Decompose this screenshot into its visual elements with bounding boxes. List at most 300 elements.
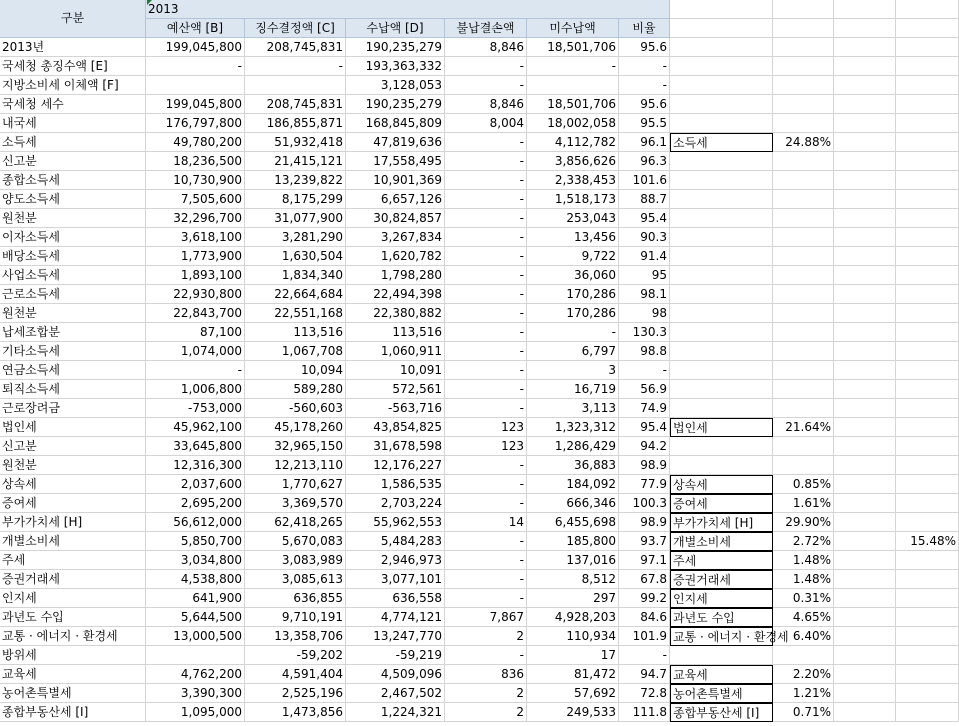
empty-cell[interactable] bbox=[670, 285, 773, 304]
empty-cell[interactable] bbox=[670, 646, 773, 665]
data-cell[interactable]: 3,128,053 bbox=[346, 76, 445, 95]
side-share-pct[interactable]: 21.64% bbox=[773, 418, 834, 437]
data-cell[interactable]: 22,843,700 bbox=[146, 304, 245, 323]
row-label[interactable]: 근로장려금 bbox=[0, 399, 146, 418]
row-label[interactable]: 증여세 bbox=[0, 494, 146, 513]
data-cell[interactable]: -59,202 bbox=[245, 646, 346, 665]
data-cell[interactable]: 4,591,404 bbox=[245, 665, 346, 684]
data-cell[interactable]: 99.2 bbox=[619, 589, 670, 608]
data-cell[interactable]: 95.6 bbox=[619, 95, 670, 114]
data-cell[interactable]: 95.6 bbox=[619, 38, 670, 57]
empty-cell[interactable] bbox=[670, 114, 773, 133]
data-cell[interactable]: 5,850,700 bbox=[146, 532, 245, 551]
empty-cell[interactable] bbox=[773, 646, 834, 665]
empty-cell[interactable] bbox=[773, 0, 834, 19]
data-cell[interactable]: 2,467,502 bbox=[346, 684, 445, 703]
data-cell[interactable]: 56.9 bbox=[619, 380, 670, 399]
data-cell[interactable]: - bbox=[445, 76, 527, 95]
side-share-pct[interactable]: 6.40% bbox=[773, 627, 834, 646]
data-cell[interactable]: 6,797 bbox=[527, 342, 619, 361]
empty-cell[interactable] bbox=[670, 0, 773, 19]
row-label[interactable]: 종합소득세 bbox=[0, 171, 146, 190]
data-cell[interactable]: - bbox=[445, 532, 527, 551]
data-cell[interactable]: - bbox=[445, 570, 527, 589]
empty-cell[interactable] bbox=[773, 76, 834, 95]
row-label[interactable]: 농어촌특별세 bbox=[0, 684, 146, 703]
empty-cell[interactable] bbox=[670, 342, 773, 361]
side-tax-label[interactable]: 증권거래세 bbox=[670, 570, 773, 589]
data-cell[interactable]: 185,800 bbox=[527, 532, 619, 551]
data-cell[interactable]: 57,692 bbox=[527, 684, 619, 703]
data-cell[interactable]: 170,286 bbox=[527, 285, 619, 304]
data-cell[interactable]: 186,855,871 bbox=[245, 114, 346, 133]
empty-cell[interactable] bbox=[773, 190, 834, 209]
data-cell[interactable]: 18,002,058 bbox=[527, 114, 619, 133]
data-cell[interactable]: 47,819,636 bbox=[346, 133, 445, 152]
data-cell[interactable]: 3,077,101 bbox=[346, 570, 445, 589]
data-cell[interactable]: 6,455,698 bbox=[527, 513, 619, 532]
empty-cell[interactable] bbox=[834, 342, 896, 361]
data-cell[interactable]: - bbox=[445, 361, 527, 380]
empty-cell[interactable] bbox=[834, 57, 896, 76]
data-cell[interactable]: 9,722 bbox=[527, 247, 619, 266]
data-cell[interactable]: 8,846 bbox=[445, 38, 527, 57]
column-header[interactable]: 수납액 [D] bbox=[346, 19, 445, 38]
data-cell[interactable]: - bbox=[527, 323, 619, 342]
data-cell[interactable]: 10,091 bbox=[346, 361, 445, 380]
data-cell[interactable]: 208,745,831 bbox=[245, 95, 346, 114]
data-cell[interactable]: 5,644,500 bbox=[146, 608, 245, 627]
header-year[interactable]: 2013 bbox=[146, 0, 670, 19]
empty-cell[interactable] bbox=[670, 19, 773, 38]
data-cell[interactable]: 94.2 bbox=[619, 437, 670, 456]
data-cell[interactable]: - bbox=[445, 133, 527, 152]
empty-cell[interactable] bbox=[670, 266, 773, 285]
data-cell[interactable]: 3 bbox=[527, 361, 619, 380]
empty-cell[interactable] bbox=[834, 684, 896, 703]
side-extra-pct[interactable] bbox=[896, 703, 959, 722]
side-extra-pct[interactable] bbox=[896, 513, 959, 532]
data-cell[interactable]: 13,000,500 bbox=[146, 627, 245, 646]
data-cell[interactable]: 123 bbox=[445, 437, 527, 456]
empty-cell[interactable] bbox=[773, 266, 834, 285]
empty-cell[interactable] bbox=[834, 0, 896, 19]
empty-cell[interactable] bbox=[834, 228, 896, 247]
data-cell[interactable]: 94.7 bbox=[619, 665, 670, 684]
row-label[interactable]: 부가가치세 [H] bbox=[0, 513, 146, 532]
side-extra-pct[interactable] bbox=[896, 627, 959, 646]
empty-cell[interactable] bbox=[834, 646, 896, 665]
data-cell[interactable]: 87,100 bbox=[146, 323, 245, 342]
data-cell[interactable]: - bbox=[445, 551, 527, 570]
empty-cell[interactable] bbox=[670, 76, 773, 95]
data-cell[interactable]: 2,338,453 bbox=[527, 171, 619, 190]
data-cell[interactable]: 2,037,600 bbox=[146, 475, 245, 494]
empty-cell[interactable] bbox=[773, 380, 834, 399]
empty-cell[interactable] bbox=[670, 456, 773, 475]
side-extra-pct[interactable] bbox=[896, 665, 959, 684]
data-cell[interactable]: - bbox=[445, 57, 527, 76]
data-cell[interactable]: 95.4 bbox=[619, 209, 670, 228]
data-cell[interactable]: 113,516 bbox=[346, 323, 445, 342]
data-cell[interactable]: 8,175,299 bbox=[245, 190, 346, 209]
empty-cell[interactable] bbox=[773, 228, 834, 247]
data-cell[interactable]: 1,006,800 bbox=[146, 380, 245, 399]
empty-cell[interactable] bbox=[896, 95, 959, 114]
row-label[interactable]: 양도소득세 bbox=[0, 190, 146, 209]
data-cell[interactable]: 100.3 bbox=[619, 494, 670, 513]
empty-cell[interactable] bbox=[670, 323, 773, 342]
row-label[interactable]: 배당소득세 bbox=[0, 247, 146, 266]
empty-cell[interactable] bbox=[773, 437, 834, 456]
data-cell[interactable]: - bbox=[619, 76, 670, 95]
data-cell[interactable]: 1,620,782 bbox=[346, 247, 445, 266]
row-label[interactable]: 원천분 bbox=[0, 456, 146, 475]
data-cell[interactable]: 199,045,800 bbox=[146, 38, 245, 57]
empty-cell[interactable] bbox=[670, 361, 773, 380]
data-cell[interactable]: - bbox=[445, 247, 527, 266]
data-cell[interactable]: 45,962,100 bbox=[146, 418, 245, 437]
data-cell[interactable]: 836 bbox=[445, 665, 527, 684]
data-cell[interactable]: 8,846 bbox=[445, 95, 527, 114]
data-cell[interactable]: 1,518,173 bbox=[527, 190, 619, 209]
data-cell[interactable]: 18,236,500 bbox=[146, 152, 245, 171]
data-cell[interactable]: 2,703,224 bbox=[346, 494, 445, 513]
row-label[interactable]: 교통 · 에너지 · 환경세 bbox=[0, 627, 146, 646]
empty-cell[interactable] bbox=[834, 551, 896, 570]
data-cell[interactable]: 1,893,100 bbox=[146, 266, 245, 285]
column-header[interactable]: 예산액 [B] bbox=[146, 19, 245, 38]
data-cell[interactable]: 5,484,283 bbox=[346, 532, 445, 551]
data-cell[interactable]: 32,965,150 bbox=[245, 437, 346, 456]
empty-cell[interactable] bbox=[670, 209, 773, 228]
empty-cell[interactable] bbox=[896, 342, 959, 361]
row-label[interactable]: 개별소비세 bbox=[0, 532, 146, 551]
data-cell[interactable]: 96.3 bbox=[619, 152, 670, 171]
data-cell[interactable]: - bbox=[245, 57, 346, 76]
data-cell[interactable]: 30,824,857 bbox=[346, 209, 445, 228]
data-cell[interactable]: 3,390,300 bbox=[146, 684, 245, 703]
data-cell[interactable]: 21,415,121 bbox=[245, 152, 346, 171]
data-cell[interactable]: 137,016 bbox=[527, 551, 619, 570]
side-extra-pct[interactable] bbox=[896, 608, 959, 627]
empty-cell[interactable] bbox=[773, 95, 834, 114]
side-tax-label[interactable]: 종합부동산세 [I] bbox=[670, 703, 773, 722]
data-cell[interactable]: 636,558 bbox=[346, 589, 445, 608]
side-extra-pct[interactable]: 15.48% bbox=[896, 532, 959, 551]
data-cell[interactable]: - bbox=[445, 228, 527, 247]
empty-cell[interactable] bbox=[896, 76, 959, 95]
row-label[interactable]: 지방소비세 이체액 [F] bbox=[0, 76, 146, 95]
side-tax-label[interactable]: 인지세 bbox=[670, 589, 773, 608]
data-cell[interactable]: 1,770,627 bbox=[245, 475, 346, 494]
data-cell[interactable]: 2,946,973 bbox=[346, 551, 445, 570]
data-cell[interactable]: 4,538,800 bbox=[146, 570, 245, 589]
data-cell[interactable]: - bbox=[445, 304, 527, 323]
data-cell[interactable]: 199,045,800 bbox=[146, 95, 245, 114]
empty-cell[interactable] bbox=[896, 209, 959, 228]
empty-cell[interactable] bbox=[896, 361, 959, 380]
data-cell[interactable]: 1,074,000 bbox=[146, 342, 245, 361]
empty-cell[interactable] bbox=[773, 152, 834, 171]
side-tax-label[interactable]: 상속세 bbox=[670, 475, 773, 494]
empty-cell[interactable] bbox=[834, 513, 896, 532]
data-cell[interactable]: 95 bbox=[619, 266, 670, 285]
data-cell[interactable]: 176,797,800 bbox=[146, 114, 245, 133]
column-header[interactable]: 불납결손액 bbox=[445, 19, 527, 38]
empty-cell[interactable] bbox=[834, 114, 896, 133]
data-cell[interactable]: 33,645,800 bbox=[146, 437, 245, 456]
empty-cell[interactable] bbox=[834, 589, 896, 608]
side-tax-label[interactable]: 소득세 bbox=[670, 133, 773, 152]
data-cell[interactable]: 22,494,398 bbox=[346, 285, 445, 304]
data-cell[interactable]: - bbox=[445, 152, 527, 171]
empty-cell[interactable] bbox=[834, 532, 896, 551]
data-cell[interactable]: 184,092 bbox=[527, 475, 619, 494]
empty-cell[interactable] bbox=[834, 152, 896, 171]
row-label[interactable]: 교육세 bbox=[0, 665, 146, 684]
empty-cell[interactable] bbox=[834, 285, 896, 304]
data-cell[interactable]: 45,178,260 bbox=[245, 418, 346, 437]
side-tax-label[interactable]: 주세 bbox=[670, 551, 773, 570]
side-tax-label[interactable]: 법인세 bbox=[670, 418, 773, 437]
empty-cell[interactable] bbox=[834, 475, 896, 494]
empty-cell[interactable] bbox=[896, 19, 959, 38]
data-cell[interactable]: - bbox=[619, 57, 670, 76]
side-share-pct[interactable]: 0.31% bbox=[773, 589, 834, 608]
empty-cell[interactable] bbox=[834, 437, 896, 456]
data-cell[interactable]: 81,472 bbox=[527, 665, 619, 684]
side-share-pct[interactable]: 2.20% bbox=[773, 665, 834, 684]
data-cell[interactable]: 98.9 bbox=[619, 456, 670, 475]
data-cell[interactable]: 12,176,227 bbox=[346, 456, 445, 475]
empty-cell[interactable] bbox=[834, 323, 896, 342]
empty-cell[interactable] bbox=[896, 0, 959, 19]
data-cell[interactable]: 572,561 bbox=[346, 380, 445, 399]
data-cell[interactable]: 98.8 bbox=[619, 342, 670, 361]
data-cell[interactable]: 10,094 bbox=[245, 361, 346, 380]
side-extra-pct[interactable] bbox=[896, 551, 959, 570]
empty-cell[interactable] bbox=[834, 95, 896, 114]
empty-cell[interactable] bbox=[896, 304, 959, 323]
data-cell[interactable]: 111.8 bbox=[619, 703, 670, 722]
row-label[interactable]: 연금소득세 bbox=[0, 361, 146, 380]
empty-cell[interactable] bbox=[834, 380, 896, 399]
data-cell[interactable]: 168,845,809 bbox=[346, 114, 445, 133]
column-header[interactable]: 비율 bbox=[619, 19, 670, 38]
empty-cell[interactable] bbox=[670, 38, 773, 57]
data-cell[interactable]: 49,780,200 bbox=[146, 133, 245, 152]
data-cell[interactable] bbox=[245, 76, 346, 95]
empty-cell[interactable] bbox=[834, 418, 896, 437]
empty-cell[interactable] bbox=[834, 361, 896, 380]
data-cell[interactable]: - bbox=[619, 646, 670, 665]
row-label[interactable]: 원천분 bbox=[0, 304, 146, 323]
empty-cell[interactable] bbox=[670, 399, 773, 418]
data-cell[interactable]: 1,095,000 bbox=[146, 703, 245, 722]
data-cell[interactable]: 101.6 bbox=[619, 171, 670, 190]
data-cell[interactable]: - bbox=[445, 646, 527, 665]
data-cell[interactable]: 88.7 bbox=[619, 190, 670, 209]
data-cell[interactable]: 2,525,196 bbox=[245, 684, 346, 703]
data-cell[interactable]: 130.3 bbox=[619, 323, 670, 342]
data-cell[interactable]: 96.1 bbox=[619, 133, 670, 152]
data-cell[interactable]: 95.5 bbox=[619, 114, 670, 133]
row-label[interactable]: 근로소득세 bbox=[0, 285, 146, 304]
side-share-pct[interactable]: 2.72% bbox=[773, 532, 834, 551]
side-extra-pct[interactable] bbox=[896, 589, 959, 608]
empty-cell[interactable] bbox=[670, 380, 773, 399]
row-label[interactable]: 소득세 bbox=[0, 133, 146, 152]
empty-cell[interactable] bbox=[834, 38, 896, 57]
data-cell[interactable]: 8,512 bbox=[527, 570, 619, 589]
row-label[interactable]: 기타소득세 bbox=[0, 342, 146, 361]
side-extra-pct[interactable] bbox=[896, 570, 959, 589]
data-cell[interactable]: 7,505,600 bbox=[146, 190, 245, 209]
data-cell[interactable]: 3,856,626 bbox=[527, 152, 619, 171]
data-cell[interactable]: 2,695,200 bbox=[146, 494, 245, 513]
data-cell[interactable]: - bbox=[445, 399, 527, 418]
data-cell[interactable]: - bbox=[445, 494, 527, 513]
header-group-label[interactable]: 구분 bbox=[0, 0, 146, 38]
data-cell[interactable]: 110,934 bbox=[527, 627, 619, 646]
row-label[interactable]: 신고분 bbox=[0, 152, 146, 171]
data-cell[interactable]: - bbox=[445, 285, 527, 304]
data-cell[interactable]: 4,774,121 bbox=[346, 608, 445, 627]
data-cell[interactable]: 51,932,418 bbox=[245, 133, 346, 152]
data-cell[interactable]: 1,630,504 bbox=[245, 247, 346, 266]
data-cell[interactable]: - bbox=[445, 190, 527, 209]
data-cell[interactable]: 1,067,708 bbox=[245, 342, 346, 361]
side-share-pct[interactable]: 29.90% bbox=[773, 513, 834, 532]
empty-cell[interactable] bbox=[896, 437, 959, 456]
data-cell[interactable]: -563,716 bbox=[346, 399, 445, 418]
data-cell[interactable]: 3,267,834 bbox=[346, 228, 445, 247]
data-cell[interactable]: 31,077,900 bbox=[245, 209, 346, 228]
data-cell[interactable] bbox=[527, 76, 619, 95]
row-label[interactable]: 인지세 bbox=[0, 589, 146, 608]
side-tax-label[interactable]: 교육세 bbox=[670, 665, 773, 684]
data-cell[interactable]: 123 bbox=[445, 418, 527, 437]
empty-cell[interactable] bbox=[896, 247, 959, 266]
data-cell[interactable]: 18,501,706 bbox=[527, 95, 619, 114]
empty-cell[interactable] bbox=[773, 323, 834, 342]
data-cell[interactable]: 297 bbox=[527, 589, 619, 608]
data-cell[interactable]: 208,745,831 bbox=[245, 38, 346, 57]
empty-cell[interactable] bbox=[896, 285, 959, 304]
data-cell[interactable]: 190,235,279 bbox=[346, 95, 445, 114]
data-cell[interactable]: 636,855 bbox=[245, 589, 346, 608]
data-cell[interactable]: 2 bbox=[445, 703, 527, 722]
empty-cell[interactable] bbox=[670, 152, 773, 171]
empty-cell[interactable] bbox=[773, 361, 834, 380]
empty-cell[interactable] bbox=[896, 323, 959, 342]
empty-cell[interactable] bbox=[670, 247, 773, 266]
side-tax-label[interactable]: 과년도 수입 bbox=[670, 608, 773, 627]
data-cell[interactable]: 3,281,290 bbox=[245, 228, 346, 247]
data-cell[interactable]: 62,418,265 bbox=[245, 513, 346, 532]
data-cell[interactable]: - bbox=[146, 361, 245, 380]
data-cell[interactable]: 5,670,083 bbox=[245, 532, 346, 551]
empty-cell[interactable] bbox=[896, 38, 959, 57]
data-cell[interactable]: 1,060,911 bbox=[346, 342, 445, 361]
empty-cell[interactable] bbox=[834, 570, 896, 589]
data-cell[interactable]: 17 bbox=[527, 646, 619, 665]
side-share-pct[interactable]: 1.48% bbox=[773, 570, 834, 589]
data-cell[interactable]: 90.3 bbox=[619, 228, 670, 247]
data-cell[interactable]: - bbox=[527, 57, 619, 76]
empty-cell[interactable] bbox=[834, 399, 896, 418]
row-label[interactable]: 증권거래세 bbox=[0, 570, 146, 589]
data-cell[interactable]: 91.4 bbox=[619, 247, 670, 266]
row-label[interactable]: 국세청 총징수액 [E] bbox=[0, 57, 146, 76]
data-cell[interactable]: 43,854,825 bbox=[346, 418, 445, 437]
empty-cell[interactable] bbox=[670, 437, 773, 456]
data-cell[interactable]: 93.7 bbox=[619, 532, 670, 551]
data-cell[interactable]: - bbox=[445, 266, 527, 285]
data-cell[interactable]: 1,473,856 bbox=[245, 703, 346, 722]
data-cell[interactable]: 97.1 bbox=[619, 551, 670, 570]
data-cell[interactable]: 22,930,800 bbox=[146, 285, 245, 304]
data-cell[interactable]: - bbox=[445, 589, 527, 608]
data-cell[interactable]: - bbox=[445, 342, 527, 361]
empty-cell[interactable] bbox=[773, 285, 834, 304]
empty-cell[interactable] bbox=[670, 57, 773, 76]
data-cell[interactable]: 1,286,429 bbox=[527, 437, 619, 456]
data-cell[interactable]: 190,235,279 bbox=[346, 38, 445, 57]
data-cell[interactable]: - bbox=[445, 209, 527, 228]
data-cell[interactable]: 18,501,706 bbox=[527, 38, 619, 57]
data-cell[interactable]: 14 bbox=[445, 513, 527, 532]
side-extra-pct[interactable] bbox=[896, 418, 959, 437]
data-cell[interactable] bbox=[146, 76, 245, 95]
data-cell[interactable]: 9,710,191 bbox=[245, 608, 346, 627]
data-cell[interactable]: 17,558,495 bbox=[346, 152, 445, 171]
column-header[interactable]: 미수납액 bbox=[527, 19, 619, 38]
row-label[interactable]: 2013년 bbox=[0, 38, 146, 57]
empty-cell[interactable] bbox=[896, 57, 959, 76]
data-cell[interactable]: - bbox=[445, 171, 527, 190]
data-cell[interactable]: 1,798,280 bbox=[346, 266, 445, 285]
empty-cell[interactable] bbox=[896, 399, 959, 418]
data-cell[interactable]: - bbox=[445, 380, 527, 399]
side-share-pct[interactable]: 4.65% bbox=[773, 608, 834, 627]
row-label[interactable]: 상속세 bbox=[0, 475, 146, 494]
data-cell[interactable]: 67.8 bbox=[619, 570, 670, 589]
row-label[interactable]: 국세청 세수 bbox=[0, 95, 146, 114]
data-cell[interactable]: 3,369,570 bbox=[245, 494, 346, 513]
data-cell[interactable]: 98.1 bbox=[619, 285, 670, 304]
empty-cell[interactable] bbox=[834, 171, 896, 190]
row-label[interactable]: 원천분 bbox=[0, 209, 146, 228]
empty-cell[interactable] bbox=[834, 665, 896, 684]
empty-cell[interactable] bbox=[834, 266, 896, 285]
empty-cell[interactable] bbox=[834, 494, 896, 513]
data-cell[interactable]: - bbox=[445, 475, 527, 494]
data-cell[interactable]: 4,928,203 bbox=[527, 608, 619, 627]
data-cell[interactable]: 55,962,553 bbox=[346, 513, 445, 532]
row-label[interactable]: 법인세 bbox=[0, 418, 146, 437]
empty-cell[interactable] bbox=[896, 456, 959, 475]
data-cell[interactable]: 22,380,882 bbox=[346, 304, 445, 323]
empty-cell[interactable] bbox=[896, 190, 959, 209]
row-label[interactable]: 이자소득세 bbox=[0, 228, 146, 247]
row-label[interactable]: 과년도 수입 bbox=[0, 608, 146, 627]
data-cell[interactable]: 193,363,332 bbox=[346, 57, 445, 76]
data-cell[interactable]: 84.6 bbox=[619, 608, 670, 627]
empty-cell[interactable] bbox=[670, 171, 773, 190]
data-cell[interactable] bbox=[146, 646, 245, 665]
